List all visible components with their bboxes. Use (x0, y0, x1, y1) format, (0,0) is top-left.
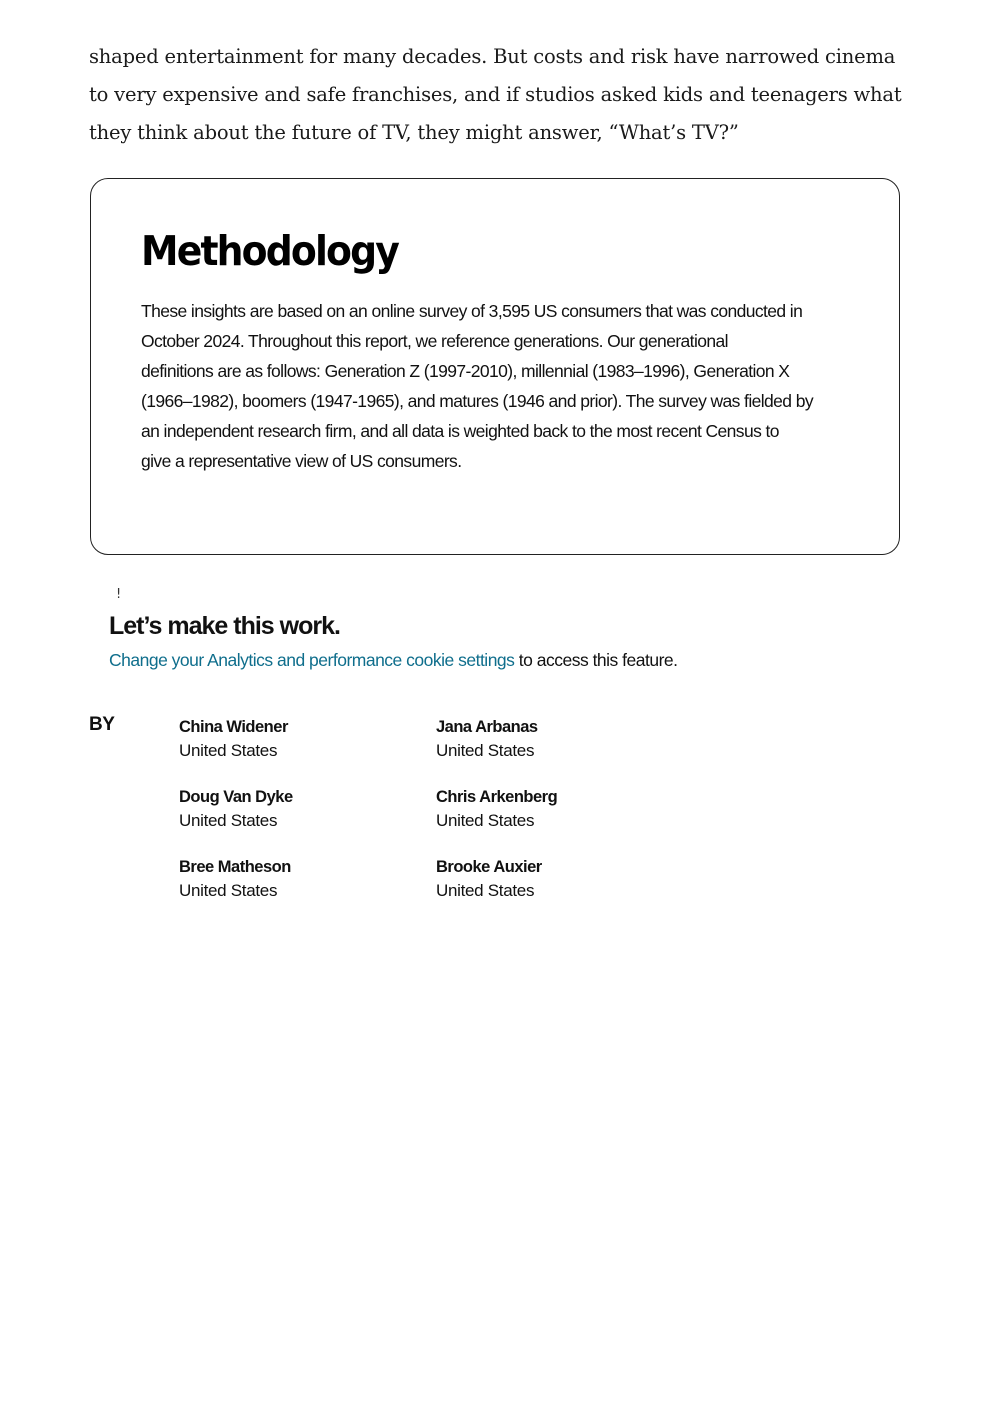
byline-label: BY (89, 714, 115, 735)
author-location: United States (436, 811, 535, 830)
author-name[interactable]: Jana Arbanas (436, 718, 538, 736)
methodology-line: definitions are as follows: Generation Z (1997-2010), millennial (1983–1996), Generation X (141, 361, 790, 381)
intro-line: shaped entertainment for many decades. But costs and risk have narrowed cinema (89, 45, 896, 68)
warning-icon: ! (116, 587, 122, 602)
intro-line: to very expensive and safe franchises, and if studios asked kids and teenagers what (89, 83, 902, 106)
author-name[interactable]: Doug Van Dyke (179, 788, 293, 806)
author-name[interactable]: Chris Arkenberg (436, 788, 558, 806)
author-card (179, 855, 291, 903)
author-card (436, 855, 542, 903)
author-name[interactable]: Brooke Auxier (436, 858, 542, 876)
methodology-line: October 2024. Throughout this report, we reference generations. Our generational (141, 331, 728, 351)
author-name[interactable]: Bree Matheson (179, 858, 291, 876)
cookie-settings-link[interactable]: Change your Analytics and performance cookie settings (109, 650, 515, 670)
methodology-title: Methodology (141, 227, 399, 275)
author-name[interactable]: China Widener (179, 718, 288, 736)
intro-line: they think about the future of TV, they might answer, “What’s TV?” (89, 121, 739, 144)
methodology-line: an independent research firm, and all data is weighted back to the most recent Census to (141, 421, 779, 441)
author-card (179, 715, 288, 763)
cookie-notice-text (109, 650, 678, 671)
author-location: United States (436, 881, 535, 900)
author-card (436, 785, 557, 833)
cookie-notice-title: Let’s make this work. (109, 612, 340, 640)
author-card (179, 785, 293, 833)
methodology-line: (1966–1982), boomers (1947-1965), and matures (1946 and prior). The survey was fielded by (141, 391, 813, 411)
author-location: United States (179, 741, 278, 760)
methodology-line: These insights are based on an online survey of 3,595 US consumers that was conducted in (141, 301, 803, 321)
cookie-notice-suffix: to access this feature. (514, 650, 678, 670)
methodology-text (141, 296, 861, 476)
author-location: United States (436, 741, 535, 760)
methodology-box (90, 178, 900, 555)
author-card (436, 715, 538, 763)
author-location: United States (179, 811, 278, 830)
intro-paragraph (89, 38, 909, 152)
methodology-line: give a representative view of US consumers. (141, 451, 462, 471)
author-location: United States (179, 881, 278, 900)
